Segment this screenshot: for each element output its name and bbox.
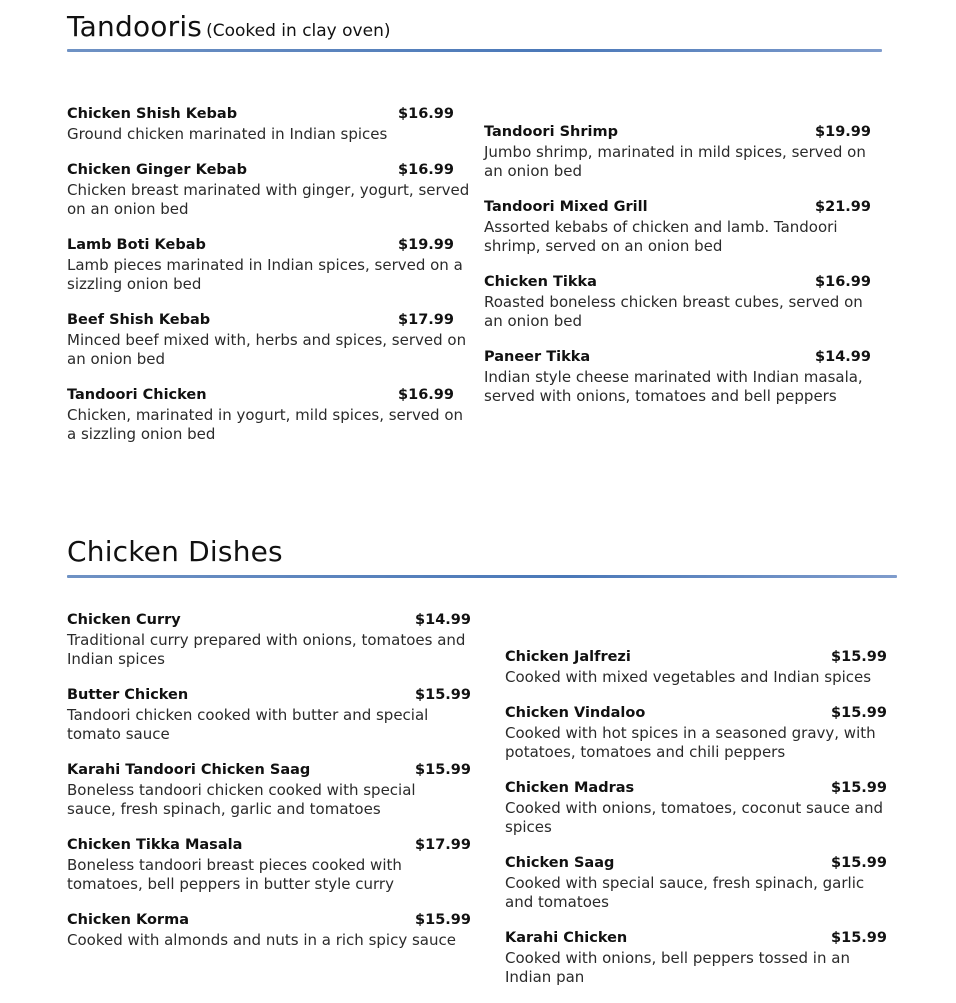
item-description: Chicken breast marinated with ginger, yogurt, served on an onion bed xyxy=(67,181,470,218)
chicken-heading xyxy=(67,535,283,568)
item-price: $19.99 xyxy=(815,124,871,140)
item-price: $19.99 xyxy=(398,237,454,253)
item-description: Assorted kebabs of chicken and lamb. Tandoori shrimp, served on an onion bed xyxy=(484,218,838,255)
item-description: Jumbo shrimp, marinated in mild spices, served on an onion bed xyxy=(484,143,866,180)
item-name: Chicken Vindaloo xyxy=(505,705,646,721)
item-description: Boneless tandoori chicken cooked with special sauce, fresh spinach, garlic and tomatoes xyxy=(67,781,416,818)
item-name: Paneer Tikka xyxy=(484,349,591,365)
item-description: Traditional curry prepared with onions, tomatoes and Indian spices xyxy=(67,631,466,668)
menu-item xyxy=(505,649,887,687)
menu-item xyxy=(67,762,471,819)
menu-item xyxy=(67,387,464,444)
item-price: $16.99 xyxy=(398,106,454,122)
item-price: $15.99 xyxy=(831,855,887,871)
menu-item xyxy=(505,855,887,912)
menu-item xyxy=(67,687,471,744)
item-description: Cooked with mixed vegetables and Indian spices xyxy=(505,668,872,686)
menu-item xyxy=(505,930,887,987)
item-description: Minced beef mixed with, herbs and spices, served on an onion bed xyxy=(67,331,467,368)
item-description: Cooked with hot spices in a seasoned gravy, with potatoes, tomatoes and chili peppers xyxy=(505,724,876,761)
item-description: Boneless tandoori breast pieces cooked with tomatoes, bell peppers in butter style curry xyxy=(67,856,402,893)
menu-item xyxy=(67,612,471,669)
item-name: Beef Shish Kebab xyxy=(67,312,211,328)
item-price: $15.99 xyxy=(831,780,887,796)
tandooris-subtitle: (Cooked in clay oven) xyxy=(206,21,391,41)
menu-item xyxy=(67,106,454,144)
chicken-divider xyxy=(67,575,897,578)
menu-item xyxy=(67,837,471,894)
item-price: $16.99 xyxy=(815,274,871,290)
item-name: Chicken Madras xyxy=(505,780,635,796)
item-price: $15.99 xyxy=(415,687,471,703)
chicken-title: Chicken Dishes xyxy=(67,535,283,568)
item-description: Roasted boneless chicken breast cubes, served on an onion bed xyxy=(484,293,863,330)
menu-item xyxy=(505,780,887,837)
item-price: $15.99 xyxy=(831,649,887,665)
tandooris-title: Tandooris xyxy=(67,10,203,43)
item-price: $15.99 xyxy=(415,912,471,928)
item-name: Chicken Tikka Masala xyxy=(67,837,243,853)
item-description: Cooked with almonds and nuts in a rich spicy sauce xyxy=(67,931,456,949)
item-price: $16.99 xyxy=(398,162,454,178)
item-name: Butter Chicken xyxy=(67,687,189,703)
item-name: Tandoori Shrimp xyxy=(484,124,618,140)
item-price: $17.99 xyxy=(415,837,471,853)
menu-item xyxy=(67,237,463,294)
menu-item xyxy=(484,199,871,256)
menu-item xyxy=(67,312,467,369)
item-price: $14.99 xyxy=(815,349,871,365)
menu-item xyxy=(484,124,871,181)
item-name: Chicken Ginger Kebab xyxy=(67,162,247,178)
item-name: Chicken Korma xyxy=(67,912,189,928)
menu-item xyxy=(67,162,470,219)
item-name: Tandoori Chicken xyxy=(67,387,207,403)
item-name: Chicken Curry xyxy=(67,612,181,628)
item-description: Cooked with onions, tomatoes, coconut sauce and spices xyxy=(505,799,883,836)
item-price: $15.99 xyxy=(831,930,887,946)
item-description: Cooked with onions, bell peppers tossed in an Indian pan xyxy=(505,949,850,986)
item-name: Chicken Jalfrezi xyxy=(505,649,631,665)
item-price: $15.99 xyxy=(831,705,887,721)
item-description: Ground chicken marinated in Indian spices xyxy=(67,125,388,143)
item-price: $21.99 xyxy=(815,199,871,215)
menu-item xyxy=(67,912,471,950)
menu-item xyxy=(505,705,887,762)
menu-item xyxy=(484,349,871,406)
item-description: Chicken, marinated in yogurt, mild spices, served on a sizzling onion bed xyxy=(67,406,464,443)
item-name: Karahi Chicken xyxy=(505,930,628,946)
item-description: Tandoori chicken cooked with butter and special tomato sauce xyxy=(67,706,429,743)
tandooris-divider xyxy=(67,49,882,52)
item-name: Lamb Boti Kebab xyxy=(67,237,206,253)
item-price: $16.99 xyxy=(398,387,454,403)
item-price: $15.99 xyxy=(415,762,471,778)
item-name: Tandoori Mixed Grill xyxy=(484,199,648,215)
item-description: Indian style cheese marinated with Indian masala, served with onions, tomatoes and bell peppers xyxy=(484,368,863,405)
item-name: Chicken Shish Kebab xyxy=(67,106,238,122)
item-price: $17.99 xyxy=(398,312,454,328)
item-price: $14.99 xyxy=(415,612,471,628)
menu-item xyxy=(484,274,871,331)
item-description: Lamb pieces marinated in Indian spices, served on a sizzling onion bed xyxy=(67,256,463,293)
item-name: Chicken Saag xyxy=(505,855,615,871)
item-name: Chicken Tikka xyxy=(484,274,597,290)
item-description: Cooked with special sauce, fresh spinach, garlic and tomatoes xyxy=(505,874,865,911)
tandooris-heading xyxy=(67,10,390,43)
item-name: Karahi Tandoori Chicken Saag xyxy=(67,762,311,778)
